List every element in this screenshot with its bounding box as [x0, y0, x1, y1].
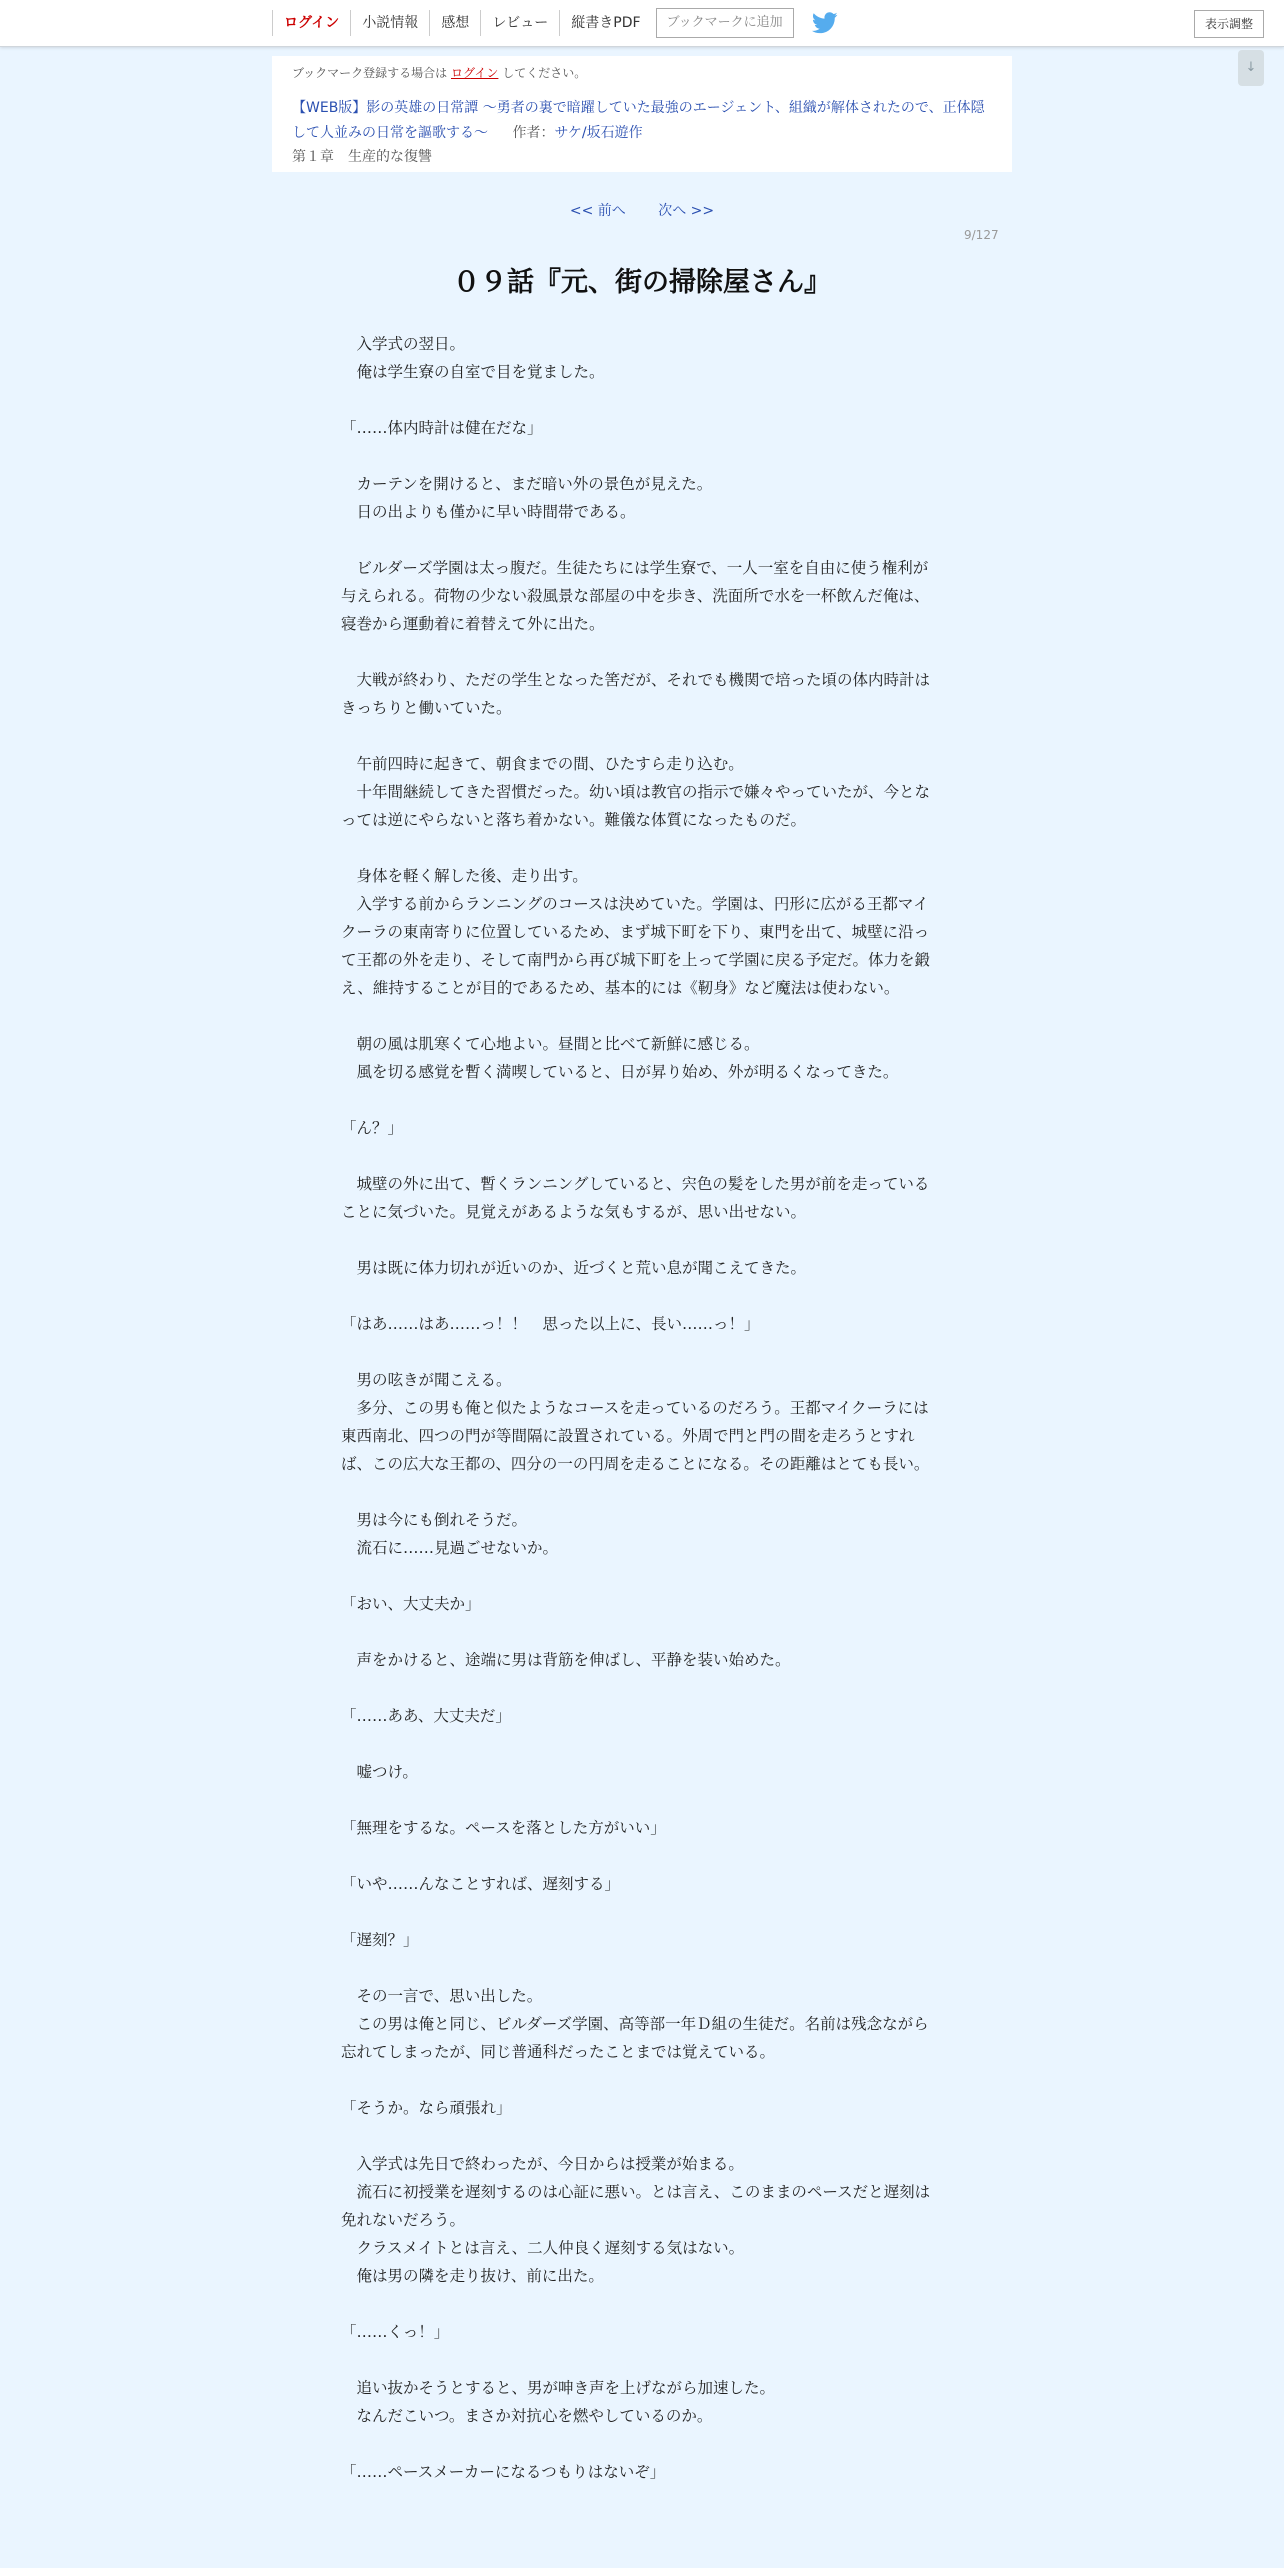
novel-paragraph: 大戦が終わり、ただの学生となった筈だが、それでも機関で培った頃の体内時計はきっちりと働いていた。	[341, 671, 931, 717]
blank-line	[341, 1142, 941, 1170]
novel-paragraph: 入学式の翌日。	[341, 335, 466, 353]
novel-paragraph: 「無理をするな。ペースを落とした方がいい」	[341, 1819, 666, 1837]
blank-line	[341, 2066, 941, 2094]
novel-paragraph: 入学式は先日で終わったが、今日からは授業が始まる。	[341, 2155, 744, 2173]
blank-line	[341, 1674, 941, 1702]
next-episode-link[interactable]: 次へ >>	[658, 203, 715, 219]
novel-paragraph: 「そうか。なら頑張れ」	[341, 2099, 512, 2117]
nav-review-link[interactable]: レビュー	[480, 10, 559, 36]
blank-line	[341, 1338, 941, 1366]
blank-line	[341, 2122, 941, 2150]
novel-paragraph: 「おい、大丈夫か」	[341, 1595, 481, 1613]
novel-paragraph: 俺は学生寮の自室で目を覚ました。	[341, 363, 605, 381]
blank-line	[341, 1086, 941, 1114]
blank-line	[341, 1562, 941, 1590]
blank-line	[341, 1618, 941, 1646]
episode-title: ０９話『元、街の掃除屋さん』	[453, 267, 831, 298]
novel-paragraph: 流石に……見過ごせないか。	[341, 1539, 559, 1557]
top-navigation-bar	[0, 0, 1284, 47]
novel-paragraph: 「ん？」	[341, 1119, 404, 1137]
novel-info-box	[272, 56, 1012, 172]
prev-episode-link[interactable]: << 前へ	[569, 203, 626, 219]
novel-paragraph: 多分、この男も俺と似たようなコースを走っているのだろう。王都マイクーラには東西南北、四つの門が等間隔に設置されている。外周で門と門の間を走ろうとすれば、この広大な王都の、四分の一の円周を走ることになる。その距離はとても長い。	[341, 1399, 930, 1473]
novel-paragraph: 身体を軽く解した後、走り出す。	[341, 867, 588, 885]
novel-paragraph: この男は俺と同じ、ビルダーズ学園、高等部一年Ｄ組の生徒だ。名前は残念ながら忘れてしまったが、同じ普通科だったことまでは覚えている。	[341, 2015, 929, 2061]
blank-line	[341, 1282, 941, 1310]
twitter-icon[interactable]	[812, 12, 838, 34]
nav-vertical-pdf-link[interactable]: 縦書きPDF	[559, 10, 651, 36]
novel-paragraph: 男は既に体力切れが近いのか、近づくと荒い息が聞こえてきた。	[341, 1259, 807, 1277]
login-notice	[292, 64, 586, 81]
author-label: 作者：	[512, 125, 555, 141]
novel-paragraph: 風を切る感覚を暫く満喫していると、日が昇り始め、外が明るくなってきた。	[341, 1063, 899, 1081]
blank-line	[341, 834, 941, 862]
novel-paragraph: 「……ペースメーカーになるつもりはないぞ」	[341, 2463, 666, 2481]
episode-counter: 9/127	[964, 228, 999, 242]
blank-line	[341, 386, 941, 414]
novel-paragraph: クラスメイトとは言え、二人仲良く遅刻する気はない。	[341, 2239, 745, 2257]
novel-paragraph: ビルダーズ学園は太っ腹だ。生徒たちには学生寮で、一人一室を自由に使う権利が与えられる。荷物の少ない殺風景な部屋の中を歩き、洗面所で水を一杯飲んだ俺は、寝巻から運動着に着替えて外に出た。	[341, 559, 930, 633]
novel-paragraph: 嘘つけ。	[341, 1763, 418, 1781]
novel-paragraph: 「……くっ！」	[341, 2323, 450, 2341]
nav-menu	[272, 0, 838, 46]
series-heading	[292, 96, 992, 146]
novel-paragraph: 男は今にも倒れそうだ。	[341, 1511, 528, 1529]
blank-line	[341, 1954, 941, 1982]
nav-login-link[interactable]: ログイン	[272, 10, 350, 36]
novel-paragraph: 「……ああ、大丈夫だ」	[341, 1707, 511, 1725]
novel-paragraph: 男の呟きが聞こえる。	[341, 1371, 512, 1389]
display-settings-button[interactable]: 表示調整	[1194, 10, 1264, 38]
blank-line	[341, 2290, 941, 2318]
novel-paragraph: なんだこいつ。まさか対抗心を燃やしているのか。	[341, 2407, 713, 2425]
novel-paragraph: 日の出よりも僅かに早い時間帯である。	[341, 503, 636, 521]
novel-paragraph: その一言で、思い出した。	[341, 1987, 543, 2005]
novel-paragraph: カーテンを開けると、まだ暗い外の景色が見えた。	[341, 475, 713, 493]
novel-paragraph: 声をかけると、途端に男は背筋を伸ばし、平静を装い始めた。	[341, 1651, 791, 1669]
blank-line	[341, 638, 941, 666]
novel-paragraph: 城壁の外に出て、暫くランニングしていると、宍色の髪をした男が前を走っていることに気づいた。見覚えがあるような気もするが、思い出せない。	[341, 1175, 930, 1221]
nav-impressions-link[interactable]: 感想	[429, 10, 480, 36]
blank-line	[341, 1478, 941, 1506]
blank-line	[341, 442, 941, 470]
chapter-title: 第１章 生産的な復讐	[292, 149, 432, 165]
novel-paragraph: 午前四時に起きて、朝食までの間、ひたすら走り込む。	[341, 755, 744, 773]
blank-line	[341, 2430, 941, 2458]
blank-line	[341, 2346, 941, 2374]
novel-paragraph: 「はあ……はあ……っ！！ 思った以上に、長い……っ！」	[341, 1315, 760, 1333]
novel-paragraph: 追い抜かそうとすると、男が呻き声を上げながら加速した。	[341, 2379, 776, 2397]
novel-paragraph: 入学する前からランニングのコースは決めていた。学園は、円形に広がる王都マイクーラの東南寄りに位置しているため、まず城下町を下り、東門を出て、城壁に沿って王都の外を走り、そして南門から再び城下町を上って学園に戻る予定だ。体力を鍛え、維持することが目的であるため、基本的には《靭身》など魔法は使わない。	[341, 895, 931, 997]
nav-novel-info-link[interactable]: 小説情報	[350, 10, 429, 36]
novel-paragraph: 流石に初授業を遅刻するのは心証に悪い。とは言え、このままのペースだと遅刻は免れないだろう。	[341, 2183, 931, 2229]
scroll-down-button[interactable]: ↓	[1238, 50, 1264, 86]
blank-line	[341, 1226, 941, 1254]
novel-paragraph: 「……体内時計は健在だな」	[341, 419, 543, 437]
episode-pager	[0, 200, 1284, 220]
novel-body	[341, 330, 941, 2486]
blank-line	[341, 1786, 941, 1814]
blank-line	[341, 526, 941, 554]
series-title-link[interactable]: 【WEB版】影の英雄の日常譚 ～勇者の裏で暗躍していた最強のエージェント、組織が解体されたので、正体隠して人並みの日常を謳歌する～	[292, 100, 985, 141]
notice-text-end: してください。	[502, 66, 587, 80]
blank-line	[341, 722, 941, 750]
author-link[interactable]: サケ/坂石遊作	[554, 125, 643, 141]
notice-text: ブックマーク登録する場合は	[292, 66, 448, 80]
novel-paragraph: 「いや……んなことすれば、遅刻する」	[341, 1875, 621, 1893]
novel-paragraph: 朝の風は肌寒くて心地よい。昼間と比べて新鮮に感じる。	[341, 1035, 760, 1053]
add-bookmark-button[interactable]: ブックマークに追加	[656, 8, 794, 38]
notice-login-link[interactable]: ログイン	[451, 66, 499, 80]
blank-line	[341, 1730, 941, 1758]
novel-paragraph: 「遅刻？」	[341, 1931, 419, 1949]
novel-paragraph: 十年間継続してきた習慣だった。幼い頃は教官の指示で嫌々やっていたが、今となっては逆にやらないと落ち着かない。難儀な体質になったものだ。	[341, 783, 931, 829]
blank-line	[341, 1898, 941, 1926]
blank-line	[341, 1002, 941, 1030]
novel-paragraph: 俺は男の隣を走り抜け、前に出た。	[341, 2267, 604, 2285]
blank-line	[341, 1842, 941, 1870]
